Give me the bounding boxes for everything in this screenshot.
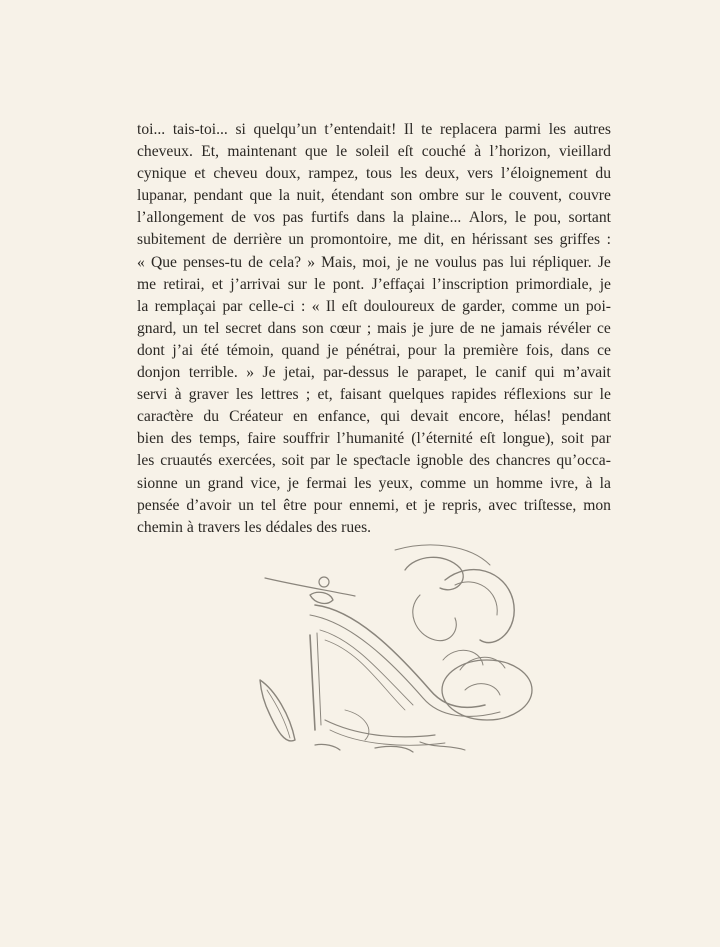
text-line: servi à graver les lettres ; et, faisant quelques rapides réflexions sur le xyxy=(137,386,611,404)
surreal-figure-drawing xyxy=(255,540,545,765)
text-line: caraƈtère du Créateur en enfance, qui devait encore, hélas! pendant xyxy=(137,408,611,426)
text-line: l’allongement de vos pas furtifs dans la plaine... Alors, le pou, sortant xyxy=(137,209,611,227)
text-line: la remplaçai par celle-ci : « Il eſt douloureux de garder, comme un poi- xyxy=(137,297,611,315)
text-line: lupanar, pendant que la nuit, étendant son ombre sur le couvent, couvre xyxy=(137,187,611,205)
text-line: cheveux. Et, maintenant que le soleil eſt couché à l’horizon, vieillard xyxy=(137,143,611,161)
text-line: toi... tais-toi... si quelqu’un t’entendait! Il te replacera parmi les autres xyxy=(137,121,611,138)
text-line: cynique et cheveu doux, rampez, tous les deux, vers l’éloignement du xyxy=(137,165,611,183)
text-line: pensée d’avoir un tel être pour ennemi, et je repris, avec triſtesse, mon xyxy=(137,496,611,514)
text-line: sionne un grand vice, je fermai les yeux, comme un homme ivre, à la xyxy=(137,474,611,492)
text-line: bien des temps, faire souffrir l’humanité (l’éternité eſt longue), soit par xyxy=(137,430,611,448)
text-line: me retirai, et j’arrivai sur le pont. J’effaçai l’inscription primordiale, je xyxy=(137,275,611,293)
text-line: chemin à travers les dédales des rues. xyxy=(137,518,372,536)
text-line: subitement de derrière un promontoire, me dit, en hérissant ses griffes : xyxy=(137,231,611,249)
text-line: les cruautés exercées, soit par le speƈtacle ignoble des chancres qu’occa- xyxy=(137,452,611,470)
text-line: donjon terrible. » Je jetai, par-dessus le parapet, le canif qui m’avait xyxy=(137,364,611,382)
body-text xyxy=(137,119,611,539)
text-line: « Que penses-tu de cela? » Mais, moi, je ne voulus pas lui répliquer. Je xyxy=(137,253,611,271)
text-line: gnard, un tel secret dans son cœur ; mais je jure de ne jamais révéler ce xyxy=(137,319,611,337)
text-line: dont j’ai été témoin, quand je pénétrai, pour la première fois, dans ce xyxy=(137,341,611,359)
